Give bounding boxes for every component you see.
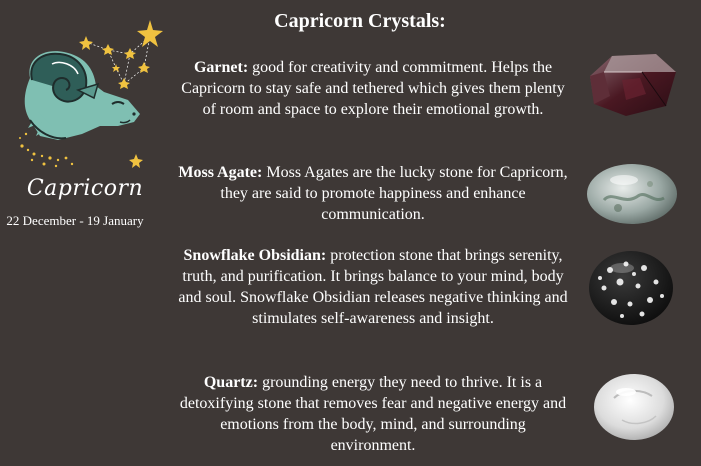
constellation-icon <box>86 36 150 84</box>
crystal-description: grounding energy they need to thrive. It is a detoxifying stone that removes fear and negative energy and emotions from the body, mind, and surrounding environment. <box>179 374 567 454</box>
crystal-description: protection stone that brings serenity, truth, and purification. It brings balance to your mind, body and soul. Snowflake Obsidian releases negative thinking and stimulates self-awareness and insight. <box>178 247 568 327</box>
sign-panel <box>0 0 170 466</box>
quartz-stone-icon <box>592 372 676 442</box>
garnet-stone-icon <box>582 50 682 120</box>
crystal-entry-moss-agate <box>178 162 568 225</box>
crystal-entry-garnet <box>178 57 568 120</box>
crystal-name: Moss Agate: <box>178 164 263 181</box>
page-title: Capricorn Crystals: <box>274 10 446 32</box>
snowflake-obsidian-stone-icon <box>586 248 676 328</box>
crystal-name: Quartz: <box>203 374 259 391</box>
goat-head-icon <box>25 51 140 140</box>
sign-name: Capricorn <box>26 176 144 201</box>
crystal-name: Snowflake Obsidian: <box>183 247 327 264</box>
sign-date-range: 22 December - 19 January <box>6 213 144 228</box>
crystal-entry-quartz <box>178 372 568 456</box>
crystal-description: good for creativity and commitment. Helps the Capricorn to stay safe and tethered which gives them plenty of room and space to explore their emotional growth. <box>181 59 565 118</box>
capricorn-goat-icon <box>8 8 168 178</box>
crystal-name: Garnet: <box>193 59 249 76</box>
moss-agate-stone-icon <box>584 160 680 228</box>
crystal-entry-snowflake-obsidian <box>178 245 568 329</box>
crystal-description: Moss Agates are the lucky stone for Capricorn, they are said to promote happiness and enhance communication. <box>220 164 568 223</box>
